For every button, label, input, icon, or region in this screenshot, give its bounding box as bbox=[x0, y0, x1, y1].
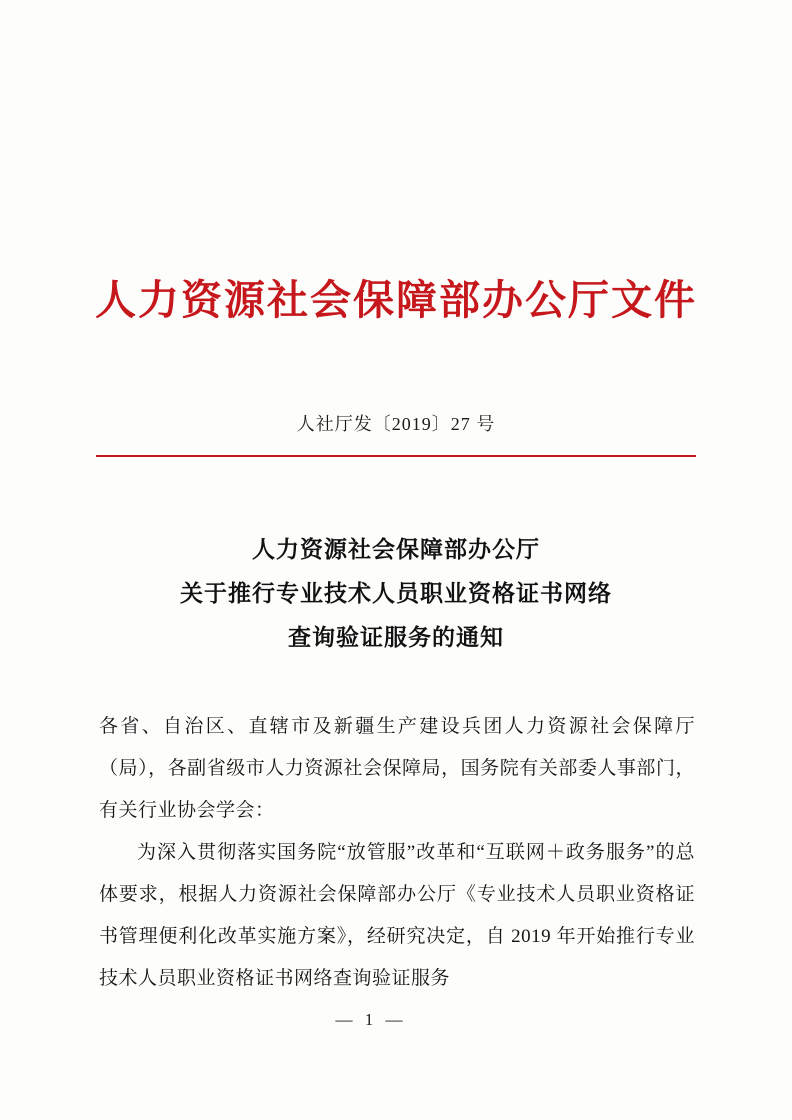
red-separator-rule bbox=[96, 455, 696, 457]
body-paragraph-1: 为深入贯彻落实国务院“放管服”改革和“互联网＋政务服务”的总体要求，根据人力资源社会保障部办公厅《专业技术人员职业资格证书管理便利化改革实施方案》，经研究决定，自 2019 年开始推行专业技术人员职业资格证书网络查询验证服务 bbox=[99, 842, 695, 989]
title-line-2: 关于推行专业技术人员职业资格证书网络 bbox=[180, 581, 612, 606]
title-line-1: 人力资源社会保障部办公厅 bbox=[252, 537, 540, 562]
title-line-3: 查询验证服务的通知 bbox=[288, 625, 504, 650]
masthead-title: 人力资源社会保障部办公厅文件 bbox=[95, 277, 697, 323]
page-number: — 1 — bbox=[335, 1010, 407, 1029]
document-number: 人社厅发〔2019〕27 号 bbox=[296, 414, 496, 434]
document-masthead bbox=[0, 278, 792, 323]
body-paragraph-addressee: 各省、自治区、直辖市及新疆生产建设兵团人力资源社会保障厅（局），各副省级市人力资源社会保障局，国务院有关部委人事部门，有关行业协会学会： bbox=[99, 716, 695, 821]
document-body bbox=[99, 706, 695, 1000]
document-title-block bbox=[96, 528, 696, 660]
